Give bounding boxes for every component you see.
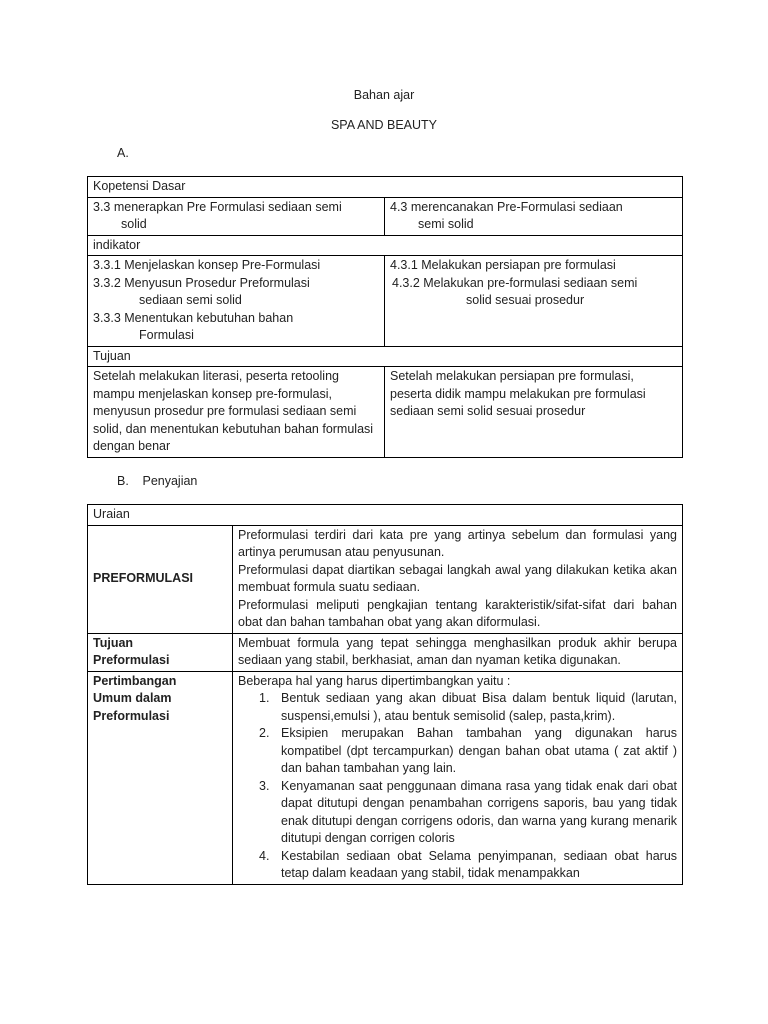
kd-header: Kopetensi Dasar bbox=[88, 177, 683, 198]
indikator-header: indikator bbox=[88, 235, 683, 256]
document-subtitle: SPA AND BEAUTY bbox=[330, 118, 438, 132]
indikator-3-3-2-cont: sediaan semi solid bbox=[139, 293, 242, 307]
list-item-number: 3. bbox=[259, 778, 270, 793]
tujuan-preformulasi-label bbox=[88, 633, 233, 671]
list-item bbox=[238, 725, 677, 778]
kd-left-cell bbox=[88, 197, 385, 235]
pertimbangan-content bbox=[233, 671, 683, 884]
section-a-number: A. bbox=[117, 146, 129, 160]
presentation-table bbox=[87, 504, 683, 885]
section-b-number: B. bbox=[117, 474, 129, 488]
kd-right-line2: semi solid bbox=[418, 217, 474, 231]
tujuan-preformulasi-label-line2: Preformulasi bbox=[93, 653, 170, 667]
list-item-number: 4. bbox=[259, 848, 270, 863]
indikator-4-3-1: 4.3.1 Melakukan persiapan pre formulasi bbox=[390, 258, 616, 272]
section-b-label: Penyajian bbox=[142, 474, 198, 488]
pertimbangan-label-line1: Pertimbangan bbox=[93, 673, 177, 688]
pertimbangan-label bbox=[88, 671, 233, 884]
uraian-header: Uraian bbox=[88, 505, 683, 526]
indikator-3-3-3: 3.3.3 Menentukan kebutuhan bahan bbox=[93, 310, 294, 325]
kd-left-line1: 3.3 menerapkan Pre Formulasi sediaan semi bbox=[93, 199, 342, 214]
preformulasi-content bbox=[233, 525, 683, 633]
tujuan-header: Tujuan bbox=[88, 346, 683, 367]
section-a-heading bbox=[117, 146, 139, 160]
pertimbangan-intro: Beberapa hal yang harus dipertimbangkan yaitu : bbox=[238, 673, 511, 688]
kd-left-line2: solid bbox=[121, 217, 147, 231]
pertimbangan-label-line3: Preformulasi bbox=[93, 708, 170, 723]
preformulasi-paragraph-1: Preformulasi terdiri dari kata pre yang artinya sebelum dan formulasi yang artinya perumusan atau penyusunan. bbox=[238, 527, 678, 559]
competency-table bbox=[87, 176, 683, 458]
list-item bbox=[238, 690, 677, 725]
pertimbangan-label-line2: Umum dalam bbox=[93, 691, 172, 705]
list-item bbox=[238, 778, 677, 848]
indikator-right-cell bbox=[385, 256, 683, 347]
document-title: Bahan ajar bbox=[353, 88, 415, 102]
kd-right-line1: 4.3 merencanakan Pre-Formulasi sediaan bbox=[390, 199, 623, 214]
indikator-left-cell bbox=[88, 256, 385, 347]
preformulasi-paragraph-3: Preformulasi meliputi pengkajian tentang karakteristik/sifat-sifat dari bahan obat dan bahan tambahan obat yang akan diformulasi. bbox=[238, 597, 678, 629]
indikator-3-3-2: 3.3.2 Menyusun Prosedur Preformulasi bbox=[93, 275, 310, 290]
preformulasi-paragraph-2: Preformulasi dapat diartikan sebagai langkah awal yang dilakukan ketika akan membuat formula suatu sediaan. bbox=[238, 562, 678, 594]
tujuan-right-cell: Setelah melakukan persiapan pre formulasi, peserta didik mampu melakukan pre formulasi sediaan semi solid sesuai prosedur bbox=[385, 367, 683, 458]
list-item-text: Kestabilan sediaan obat Selama penyimpanan, sediaan obat harus tetap dalam keadaan yang stabil, tidak menampakkan bbox=[281, 848, 678, 880]
indikator-4-3-2: 4.3.2 Melakukan pre-formulasi sediaan semi bbox=[392, 275, 638, 290]
tujuan-left-cell: Setelah melakukan literasi, peserta retooling mampu menjelaskan konsep pre-formulasi, menyusun prosedur pre formulasi sediaan semi solid, dan menentukan kebutuhan bahan formulasi dengan benar bbox=[88, 367, 385, 458]
pertimbangan-list bbox=[238, 690, 677, 883]
list-item-number: 2. bbox=[259, 726, 270, 740]
tujuan-preformulasi-label-line1: Tujuan bbox=[93, 635, 134, 650]
indikator-3-3-1: 3.3.1 Menjelaskan konsep Pre-Formulasi bbox=[93, 258, 321, 272]
preformulasi-label: PREFORMULASI bbox=[88, 525, 233, 633]
kd-right-cell bbox=[385, 197, 683, 235]
list-item bbox=[238, 848, 677, 883]
list-item-text: Eksipien merupakan Bahan tambahan yang digunakan harus kompatibel (dpt tercampurkan) dengan bahan obat utama ( zat aktif ) dan bahan tambahan yang lain. bbox=[281, 726, 678, 775]
indikator-3-3-3-cont: Formulasi bbox=[139, 328, 194, 342]
list-item-text: Kenyamanan saat penggunaan dimana rasa yang tidak enak dari obat dapat ditutupi dengan penambahan corrigens saporis, bau yang tidak enak ditutupi dengan corrigens odoris, dan warna yang kurang menarik ditutupi dengan corrigen coloris bbox=[281, 778, 678, 845]
list-item-text: Bentuk sediaan yang akan dibuat Bisa dalam bentuk liquid (larutan, suspensi,emulsi ), atau bentuk semisolid (salep, pasta,krim). bbox=[281, 691, 678, 723]
section-b-heading bbox=[117, 474, 197, 488]
indikator-4-3-2-cont: solid sesuai prosedur bbox=[466, 293, 585, 307]
tujuan-preformulasi-content: Membuat formula yang tepat sehingga menghasilkan produk akhir berupa sediaan yang stabil, berkhasiat, aman dan nyaman ketika digunakan. bbox=[233, 633, 683, 671]
list-item-number: 1. bbox=[259, 691, 270, 705]
